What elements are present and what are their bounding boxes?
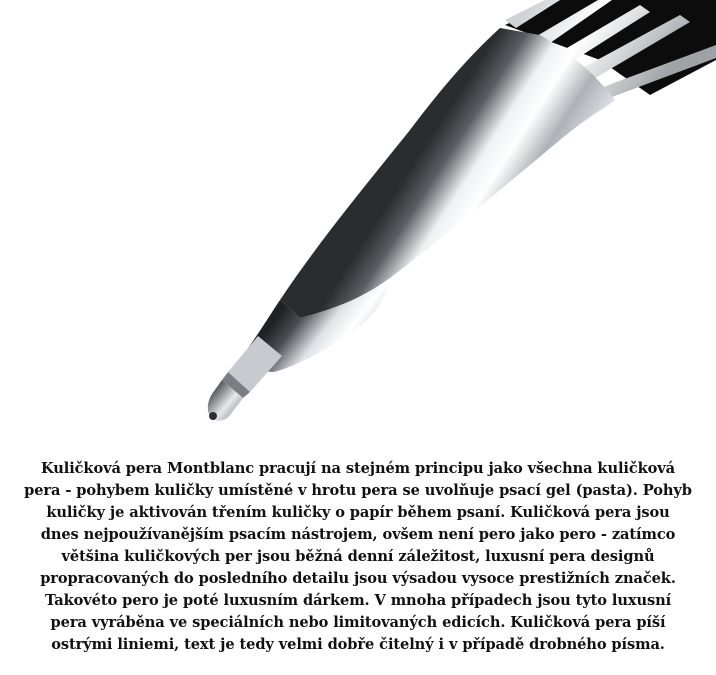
pen-chrome-cone <box>280 28 615 318</box>
caption-line-3: kuličky je aktivován třením kuličky o papír během psaní. Kuličková pera jsou <box>46 504 670 521</box>
caption-text <box>6 458 710 656</box>
caption-line-8: pera vyráběna ve speciálních nebo limitovaných edicích. Kuličková pera píší <box>50 614 666 631</box>
caption-line-9: ostrými liniemi, text je tedy velmi dobře čitelný i v případě drobného písma. <box>51 636 665 653</box>
caption-line-7: Takovéto pero je poté luxusním dárkem. V mnoha případech jsou tyto luxusní <box>44 592 672 609</box>
caption-line-4: dnes nejpoužívanějším psacím nástrojem, ovšem není pero jako pero - zatímco <box>40 526 676 543</box>
pen-ball <box>209 412 217 420</box>
caption-line-6: propracovaných do posledního detailu jsou výsadou vysoce prestižních značek. <box>40 570 676 587</box>
caption-line-5: většina kuličkových per jsou běžná denní záležitost, luxusní pera designů <box>61 548 655 565</box>
caption-line-1: Kuličková pera Montblanc pracují na stejném principu jako všechna kuličková <box>40 460 676 477</box>
caption-line-2: pera - pohybem kuličky umístěné v hrotu pera se uvolňuje psací gel (pasta). Pohyb <box>24 482 692 499</box>
